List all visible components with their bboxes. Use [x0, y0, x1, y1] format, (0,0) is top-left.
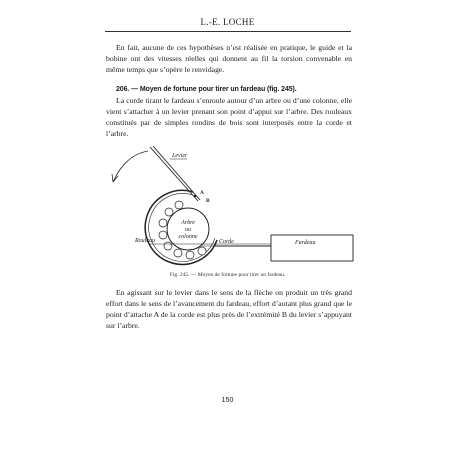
- roller: [186, 251, 194, 259]
- label-rouleau: Rouleau: [135, 238, 155, 244]
- figure-245: [105, 145, 355, 270]
- header-rule: [105, 31, 351, 32]
- label-ou: ou: [185, 227, 191, 233]
- figure-caption: Fig. 245. — Moyen de fortune pour tirer un fardeau.: [169, 272, 286, 278]
- section-heading: 206. — Moyen de fortune pour tirer un fardeau (fig. 245).: [116, 86, 297, 93]
- roller: [175, 201, 183, 209]
- roller: [165, 208, 173, 216]
- intro-paragraph: En fait, aucune de ces hypothèses n’est réalisée en pratique, le guide et la bobine ont des vitesses réelles qui donnent au fil la torsion convenable en même temps que s’opère le renvidage.: [106, 43, 352, 74]
- label-levier: Levier: [172, 153, 188, 159]
- roller: [174, 249, 182, 257]
- roller: [159, 219, 167, 227]
- point-a: [194, 195, 197, 198]
- label-a: A: [200, 190, 204, 196]
- roller: [159, 231, 167, 239]
- label-fardeau: Fardeau: [295, 240, 316, 246]
- label-b: B: [206, 198, 210, 204]
- roller: [164, 242, 172, 250]
- label-corde: Corde: [219, 239, 234, 245]
- load-box: [271, 235, 353, 261]
- page-number: 150: [221, 397, 234, 404]
- motion-arrow: [113, 151, 148, 182]
- section-paragraph: La corde tirant le fardeau s’enroule autour d’un arbre ou d’une colonne, elle vient s’attacher à un levier prenant son point d’appui sur l’arbre. Des rouleaux constitués par de simples rondins de bois sont interposés entre la corde et l’arbre.: [106, 96, 352, 138]
- label-colonne: colonne: [178, 234, 198, 240]
- closing-paragraph: En agissant sur le levier dans le sens de la flèche on produit un très grand effort dans le sens de l’avancement du fardeau, effort d’autant plus grand que le point d’attache A de la corde est plus près de l’extrémité B du levier s’appuyant sur l’arbre.: [106, 288, 352, 330]
- running-head: L.-E. LOCHE: [200, 17, 255, 27]
- roller: [198, 247, 206, 255]
- label-arbre: Arbre: [181, 220, 195, 226]
